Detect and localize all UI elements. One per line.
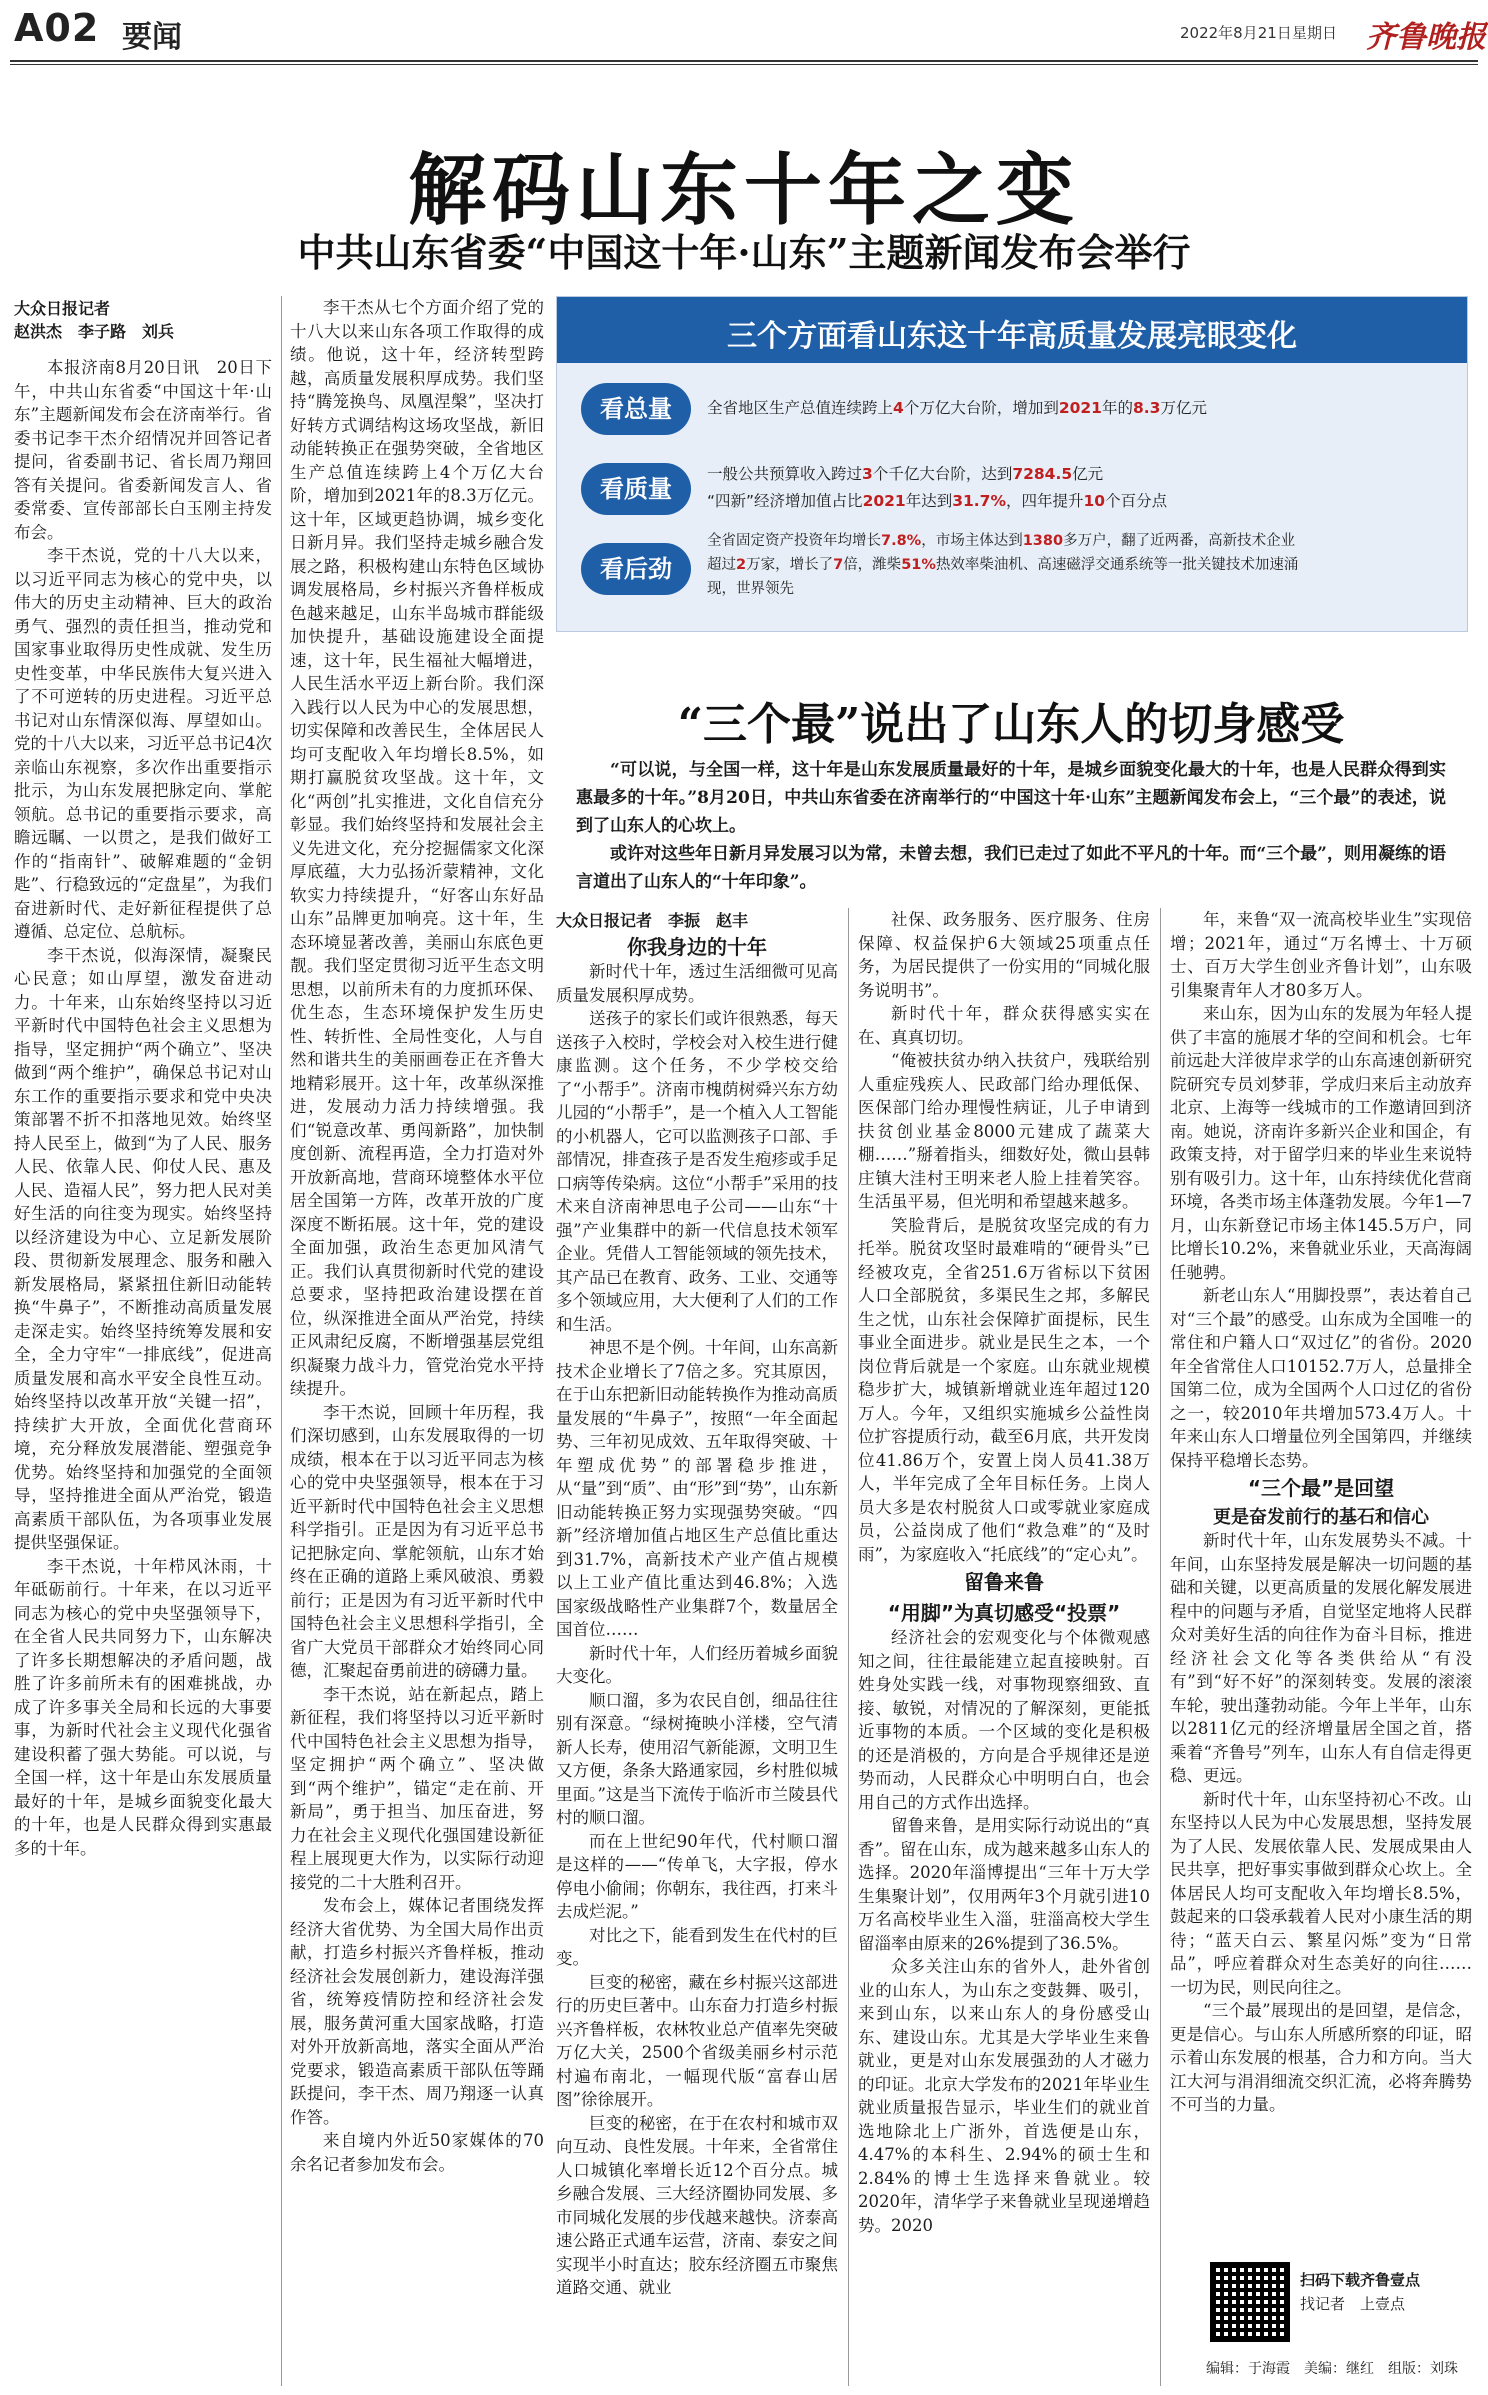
subhead-around-us: 你我身边的十年: [627, 935, 767, 959]
column-divider: [281, 296, 282, 2386]
article-paragraph: 众多关注山东的省外人，赴外省创业的山东人，为山东之变鼓舞、吸引，来到山东，以来山东人的身份感受山东、建设山东。尤其是大学毕业生来鲁就业，更是对山东发展强劲的人才磁力的印证。北京大学发布的2021年毕业生就业质量报告显示，毕业生们的就业首选地除北上广浙外，首选便是山东，4.47%的本科生、2.94%的硕士生和2.84%的博士生选择来鲁就业。较2020年，清华学子来鲁就业呈现递增趋势。2020: [858, 1957, 1150, 2235]
article-paragraph: 李干杰说，回顾十年历程，我们深切感到，山东发展取得的一切成绩，根本在于以习近平同志为核心的党中央坚强领导，根本在于习近平新时代中国特色社会主义思想科学指引。正是因为有习近平总书记把脉定向、掌舵领航，山东才始终在正确的道路上乘风破浪、勇毅前行；正是因为有习近平新时代中国特色社会主义思想科学指引，全省广大党员干部群众才始终同心同德，汇聚起奋勇前进的磅礴力量。: [290, 1402, 544, 1680]
article-paragraph: 李干杰说，站在新起点，踏上新征程，我们将坚持以习近平新时代中国特色社会主义思想为指导，坚定拥护“两个确立”、坚决做到“两个维护”，锚定“走在前、开新局”，勇于担当、加压奋进，努力在社会主义现代化强国建设新征程上展现更大作为，以实际行动迎接党的二十大胜利召开。: [290, 1684, 544, 1892]
subhead-stay-come: 留鲁来鲁: [964, 1570, 1044, 1594]
qr-caption: 扫码下载齐鲁壹点 找记者 上壹点: [1300, 2271, 1421, 2313]
article-paragraph: 来自境内外近50家媒体的70余名记者参加发布会。: [290, 2131, 544, 2174]
section-label: 要闻: [122, 20, 182, 55]
article-paragraph: 新时代十年，群众获得感实实在在、真真切切。: [858, 1004, 1150, 1047]
left-article-column-2: [290, 296, 544, 2386]
subtitle: 中共山东省委“中国这十年·山东”主题新闻发布会举行: [297, 230, 1191, 275]
article-paragraph: 新时代十年，山东坚持初心不改。山东坚持以人民为中心发展思想，坚持发展为了人民、发展依靠人民、发展成果由人民共享，把好事实事做到群众心坎上。全体居民人均可支配收入年均增长8.5%，鼓起来的口袋承载着人民对小康生活的期待；“蓝天白云、繁星闪烁”变为“日常品”，呼应着群众对生态美好的向往……一切为民，则民向往之。: [1170, 1789, 1472, 1997]
article-paragraph: 年，来鲁“双一流高校毕业生”实现倍增；2021年，通过“万名博士、十万硕士、百万大学生创业齐鲁计划”，山东吸引集聚青年人才80多万人。: [1170, 910, 1472, 1000]
byline-names: 赵洪杰 李子路 刘兵: [14, 322, 175, 341]
article-paragraph: 本报济南8月20日讯 20日下午，中共山东省委“中国这十年·山东”主题新闻发布会在济南举行。省委书记李干杰介绍情况并回答记者提问，省委副书记、省长周乃翔回答有关提问。省委新闻发言人、省委常委、宣传部部长白玉刚主持发布会。: [14, 358, 272, 542]
article-paragraph: 发布会上，媒体记者围绕发挥经济大省优势、为全国大局作出贡献，打造乡村振兴齐鲁样板，推动经济社会发展创新力，建设海洋强省，统筹疫情防控和经济社会发展，服务黄河重大国家战略，打造对外开放新高地，落实全面从严治党要求，锻造高素质干部队伍等踊跃提问，李干杰、周乃翔逐一认真作答。: [290, 1896, 544, 2127]
article-paragraph: 新时代十年，山东发展势头不减。十年间，山东坚持发展是解决一切问题的基础和关键，以更高质量的发展化解发展进程中的问题与矛盾，自觉坚定地将人民群众对美好生活的向往作为奋斗目标，推进经济社会文化等各类供给从“有没有”到“好不好”的深刻转变。发展的滚滚车轮，驶出蓬勃动能。今年上半年，山东以2811亿元的经济增量居全国之首，搭乘着“齐鲁号”列车，山东人有自信走得更稳、更远。: [1170, 1531, 1472, 1785]
infobox-title: 三个方面看山东这十年高质量发展亮眼变化: [727, 319, 1297, 354]
right-article-column-1: [556, 908, 838, 2386]
article-paragraph: “三个最”展现出的是回望，是信念，更是信心。与山东人所感所察的印证，昭示着山东发展的根基，合力和方向。当大江大河与涓涓细流交织汇流，必将奔腾势不可当的力量。: [1170, 2001, 1472, 2114]
article-paragraph: 新老山东人“用脚投票”，表达着自己对“三个最”的感受。山东成为全国唯一的常住和户籍人口“双过亿”的省份。2020年全省常住人口10152.7万人，总量排全国第二位，成为全国两个人口过亿的省份之一，较2010年共增加573.4万人。十年来山东人口增量位列全国第四，并继续保持平稳增长态势。: [1170, 1286, 1472, 1470]
label-total: 看总量: [581, 383, 691, 435]
page-header: [0, 0, 1488, 62]
article-paragraph: 顺口溜，多为农民自创，细品往往别有深意。“绿树掩映小洋楼，空气清新人长寿，使用沼气新能源，文明卫生又方便，条条大路通家园，乡村胜似城里面。”这是当下流传于临沂市兰陵县代村的顺口溜。: [556, 1690, 838, 1827]
label-quality: 看质量: [581, 463, 691, 515]
infobox-text-potential: 全省固定资产投资年均增长7.8%，市场主体达到1380多万户，翻了近两番，高新技术企业超过2万家，增长了7倍，潍柴51%热效率柴油机、高速磁浮交通系统等一批关键技术加速涌现，世界领先: [707, 533, 1299, 597]
article-paragraph: 来山东，因为山东的发展为年轻人提供了丰富的施展才华的空间和机会。七年前远赴大洋彼岸求学的山东高速创新研究院研究专员刘梦菲，学成归来后主动放弃北京、上海等一线城市的工作邀请回到济南。她说，济南许多新兴企业和国企，有政策支持，对于留学归来的毕业生来说特别有吸引力。这十年，山东持续优化营商环境，各类市场主体蓬勃发展。今年1—7月，山东新登记市场主体145.5万户，同比增长10.2%，来鲁就业乐业，天高海阔任驰骋。: [1170, 1004, 1472, 1282]
article-paragraph: 经济社会的宏观变化与个体微观感知之间，往往最能建立起直接映射。百姓身处实践一线，对事物现察细致、直接、敏锐，对情况的了解深刻，更能抵近事物的本质。一个区域的变化是积极的还是消极的，方向是合乎规律还是逆势而动，人民群众心中明明白白，也会用自己的方式作出选择。: [858, 1628, 1150, 1812]
right-article-column-3: [1170, 908, 1472, 2248]
header-rule-thin: [10, 64, 1478, 65]
article-paragraph: 对比之下，能看到发生在代村的巨变。: [556, 1925, 838, 1968]
article-paragraph: “俺被扶贫办纳入扶贫户，残联给别人重症残疾人、民政部门给办理低保、医保部门给办理慢性病证，儿子申请到扶贫创业基金8000元建成了蔬菜大棚……”掰着指头，细数好处，微山县韩庄镇大洼村王明来老人脸上挂着笑容。生活虽平易，但光明和希望越来越多。: [858, 1051, 1150, 1211]
byline-label: 大众日报记者: [14, 299, 111, 318]
highlight-infobox: [556, 296, 1468, 632]
main-title: 解码山东十年之变: [407, 145, 1080, 236]
qr-code-icon[interactable]: [1210, 2262, 1290, 2342]
subhead-foundation: 更是奋发前行的基石和信心: [1213, 1507, 1429, 1528]
infobox-text-total: 全省地区生产总值连续跨上4个万亿大台阶，增加到2021年的8.3万亿元: [707, 399, 1207, 417]
infobox-text-quality: 一般公共预算收入跨过3个千亿大台阶，达到7284.5亿元 “四新”经济增加值占比2021年达到31.7%，四年提升10个百分点: [707, 465, 1168, 510]
article-paragraph: 李干杰说，党的十八大以来，以习近平同志为核心的党中央，以伟大的历史主动精神、巨大的政治勇气、强烈的责任担当，推动党和国家事业取得历史性成就、发生历史性变革，中华民族伟大复兴进入了不可逆转的历史进程。习近平总书记对山东情深似海、厚望如山。党的十八大以来，习近平总书记4次亲临山东视察，多次作出重要指示批示，为山东发展把脉定向、掌舵领航。总书记的重要指示要求，高瞻远瞩、一以贯之，是我们做好工作的“指南针”、破解难题的“金钥匙”、行稳致远的“定盘星”，为我们奋进新时代、走好新征程提供了总遵循、总定位、总航标。: [14, 546, 272, 941]
article-paragraph: 新时代十年，透过生活细微可见高质量发展积厚成势。: [556, 962, 838, 1005]
article-paragraph: 送孩子的家长们或许很熟悉，每天送孩子入校时，学校会对入校生进行健康监测。这个任务，不少学校交给了“小帮手”。济南市槐荫树舜兴东方幼儿园的“小帮手”，是一个植入人工智能的小机器人，它可以监测孩子口部、手部情况，排查孩子是否发生疱疹或手足口病等传染病。这位“小帮手”采用的技术来自济南神思电子公司——山东“十强”产业集群中的新一代信息技术领军企业。凭借人工智能领域的领先技术，其产品已在教育、政务、工业、交通等多个领域应用，大大便利了人们的工作和生活。: [556, 1009, 838, 1334]
left-article-column-1: [14, 296, 272, 2386]
article-paragraph: 巨变的秘密，藏在乡村振兴这部进行的历史巨著中。山东奋力打造乡村振兴齐鲁样板，农林牧业总产值率先突破万亿大关，2500个省级美丽乡村示范村遍布南北，一幅现代版“富春山居图”徐徐展开。: [556, 1972, 838, 2109]
column-divider: [848, 908, 849, 2386]
label-potential: 看后劲: [581, 543, 691, 595]
article-paragraph: 李干杰说，十年栉风沐雨，十年砥砺前行。十年来，在以习近平同志为核心的党中央坚强领导下，在全省人民共同努力下，山东解决了许多长期想解决的矛盾问题，战胜了许多前所未有的困难挑战，办成了许多事关全局和长远的大事要事，为新时代社会主义现代化强省建设积蓄了强大势能。可以说，与全国一样，这十年是山东发展质量最好的十年，是城乡面貌变化最大的十年，也是人民群众得到实惠最多的十年。: [14, 1556, 272, 1858]
right-article-column-2: [858, 908, 1150, 2386]
byline: 大众日报记者 李振 赵丰: [556, 911, 749, 930]
article-paragraph: 新时代十年，人们经历着城乡面貌大变化。: [556, 1643, 838, 1686]
article-paragraph: 神思不是个例。十年间，山东高新技术企业增长了7倍之多。究其原因，在于山东把新旧动能转换作为推动高质量发展的“牛鼻子”，按照“一年全面起势、三年初见成效、五年取得突破、十年塑成优势”的部署稳步推进，从“量”到“质”、由“形”到“势”，山东新旧动能转换正努力实现强势突破。“四新”经济增加值占地区生产总值比重达到31.7%，高新技术产业产值占规模以上工业产值比重达到46.8%；入选国家级战略性产业集群7个，数量居全国首位……: [556, 1338, 838, 1639]
article-paragraph: 留鲁来鲁，是用实际行动说出的“真香”。留在山东，成为越来越多山东人的选择。2020年淄博提出“三年十万大学生集聚计划”，仅用两年3个月就引进10万名高校毕业生入淄，驻淄高校大学生留淄率由原来的26%提到了36.5%。: [858, 1816, 1150, 1953]
issue-weekday: 星期日: [1292, 24, 1338, 42]
subhead-vote-with-feet: “用脚”为真切感受“投票”: [887, 1601, 1121, 1625]
article-headline: “三个最”说出了山东人的切身感受: [677, 699, 1345, 750]
article-paragraph: 而在上世纪90年代，代村顺口溜是这样的——“传单飞，大字报，停水停电小偷闹；你朝东，我往西，打来斗去成烂泥。”: [556, 1831, 838, 1921]
article-paragraph: 社保、政务服务、医疗服务、住房保障、权益保护6大领域25项重点任务，为居民提供了一份实用的“同城化服务说明书”。: [858, 910, 1150, 1000]
article-paragraph: 李干杰从七个方面介绍了党的十八大以来山东各项工作取得的成绩。他说，这十年，经济转型跨越，高质量发展积厚成势。我们坚持“腾笼换鸟、凤凰涅槃”，坚决打好转方式调结构这场攻坚战，新旧动能转换正在强势突破，全省地区生产总值连续跨上4个万亿大台阶，增加到2021年的8.3万亿元。这十年，区域更趋协调，城乡变化日新月异。我们坚持走城乡融合发展之路，积极构建山东特色区域协调发展格局，乡村振兴齐鲁样板成色越来越足，山东半岛城市群能级加快提升，基础设施建设全面提速，这十年，民生福祉大幅增进，人民生活水平迈上新台阶。我们深入践行以人民为中心的发展思想，切实保障和改善民生，全体居民人均可支配收入年均增长8.5%，如期打赢脱贫攻坚战。这十年，文化“两创”扎实推进，文化自信充分彰显。我们始终坚持和发展社会主义先进文化，充分挖掘儒家文化深厚底蕴，大力弘扬沂蒙精神，文化软实力持续提升，“好客山东好品山东”品牌更加响亮。这十年，生态环境显著改善，美丽山东底色更靓。我们坚定贯彻习近平生态文明思想，以前所未有的力度抓环保、优生态，生态环境保护发生历史性、转折性、全局性变化，人与自然和谐共生的美丽画卷正在齐鲁大地精彩展开。这十年，改革纵深推进，发展动力活力持续增强。我们“锐意改革、勇闯新路”，加快制度创新、流程再造，全力打造对外开放新高地，营商环境整体水平位居全国第一方阵，改革开放的广度深度不断拓展。这十年，党的建设全面加强，政治生态更加风清气正。我们认真贯彻新时代党的建设总要求，坚持把政治建设摆在首位，纵深推进全面从严治党，持续正风肃纪反腐，不断增强基层党组织凝聚力战斗力，管党治党水平持续提升。: [290, 298, 544, 1398]
masthead-logo: 齐鲁晚报: [1366, 20, 1486, 55]
article-paragraph: 李干杰说，似海深情，凝聚民心民意；如山厚望，激发奋进动力。十年来，山东始终坚持以习近平新时代中国特色社会主义思想为指导，坚定拥护“两个确立”、坚决做到“两个维护”，确保总书记对山东工作的重要指示要求和党中央决策部署不折不扣落地见效。始终坚持人民至上，做到“为了人民、服务人民、依靠人民、仰仗人民、惠及人民、造福人民”，努力把人民对美好生活的向往变为现实。始终坚持以经济建设为中心、立足新发展阶段、贯彻新发展理念、服务和融入新发展格局，紧紧扭住新旧动能转换“牛鼻子”，不断推动高质量发展走深走实。始终坚持统筹发展和安全，全力守牢“一排底线”，促进高质量发展和高水平安全良性互动。始终坚持以改革开放“关键一招”，持续扩大开放，全面优化营商环境，充分释放发展潜能、塑强竞争优势。始终坚持和加强党的全面领导，坚持推进全面从严治党，锻造高素质干部队伍，为各项事业发展提供坚强保证。: [14, 945, 272, 1552]
article-lead: “可以说，与全国一样，这十年是山东发展质量最好的十年，是城乡面貌变化最大的十年，也是人民群众得到实惠最多的十年。”8月20日，中共山东省委在济南举行的“中国这十年·山东”主题新闻发布会上，“三个最”的表述，说到了山东人的心坎上。 或许对这些年日新月异发展习以为常，未曾去想，我们已走过了如此不平凡的十年。而“三个最”，则用凝练的语言道出了山东人的“十年印象”。: [576, 760, 1446, 892]
page-code: A02: [14, 6, 100, 50]
subhead-three-most: “三个最”是回望: [1247, 1476, 1395, 1500]
article-paragraph: 笑脸背后，是脱贫攻坚完成的有力托举。脱贫攻坚时最难啃的“硬骨头”已经被攻克，全省251.6万省标以下贫困人口全部脱贫，多渠民生之邦，多解民生之忧，山东社会保障扩面提标，民生事业全面进步。就业是民生之本，一个岗位背后就是一个家庭。山东就业规模稳步扩大，城镇新增就业连年超过120万人。今年，又组织实施城乡公益性岗位扩容提质行动，截至6月底，共开发岗位41.86万个，安置上岗人员41.38万人，半年完成了全年目标任务。上岗人员大多是农村脱贫人口或零就业家庭成员，公益岗成了他们“救急难”的“及时雨”，为家庭收入“托底线”的“定心丸”。: [858, 1215, 1150, 1564]
issue-date: 2022年8月21日: [1180, 24, 1292, 42]
article-paragraph: 巨变的秘密，在于在农村和城市双向互动、良性发展。十年来，全省常住人口城镇化率增长近12个百分点。城乡融合发展、三大经济圈协同发展、多市同城化发展的步伐越来越快。济泰高速公路正式通车运营，济南、泰安之间实现半小时直达；胶东经济圈五市聚焦道路交通、就业: [556, 2113, 838, 2297]
column-divider: [1160, 908, 1161, 2386]
editors-credit: 编辑：于海霞 美编：继红 组版：刘珠: [1206, 2361, 1458, 2377]
header-rule: [10, 60, 1478, 62]
